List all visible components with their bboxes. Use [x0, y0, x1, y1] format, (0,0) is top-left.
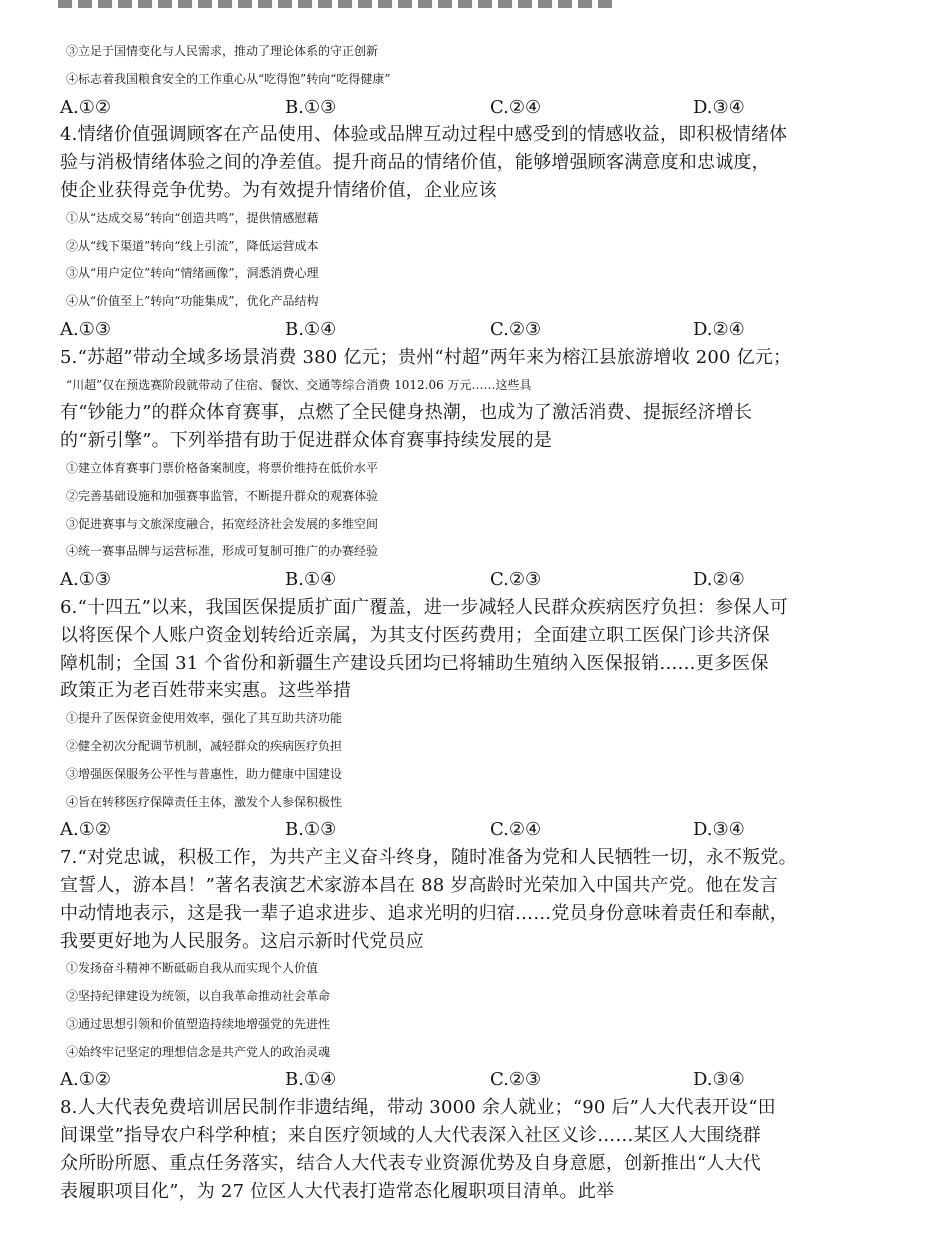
stem-line: 政策正为老百姓带来实惠。这些举措: [60, 680, 352, 702]
choice-d: D.③④: [693, 1069, 745, 1091]
answer-choices: [60, 816, 890, 844]
option-line: ①提升了医保资金使用效率，强化了其互助共济功能: [66, 711, 343, 726]
choice-c: C.②③: [490, 1069, 542, 1091]
choice-a: A.①③: [60, 569, 111, 591]
choice-b: B.①③: [285, 96, 337, 118]
option-line: ④标志着我国粮食安全的工作重心从“吃得饱”转向“吃得健康”: [66, 71, 391, 86]
option-line: ③促进赛事与文旅深度融合，拓宽经济社会发展的多维空间: [66, 516, 379, 531]
stem-line: 7.“对党忠诚，积极工作，为共产主义奋斗终身，随时准备为党和人民牺牲一切，永不叛党。: [60, 847, 797, 869]
stem-line: 宣誓人，游本昌！”著名表演艺术家游本昌在 88 岁高龄时光荣加入中国共产党。他在发言: [60, 874, 778, 896]
stem-line: 表履职项目化”，为 27 位区人大代表打造常态化履职项目清单。此举: [60, 1180, 615, 1202]
stem-line: 使企业获得竞争优势。为有效提升情绪价值，企业应该: [60, 179, 497, 201]
option-line: ②完善基础设施和加强赛事监管，不断提升群众的观赛体验: [66, 488, 379, 503]
choice-b: B.①④: [285, 318, 337, 340]
choice-a: A.①③: [60, 318, 111, 340]
option-line: ②坚持纪律建设为统领，以自我革命推动社会革命: [66, 989, 331, 1004]
option-line: ④旨在转移医疗保障责任主体，激发个人参保积极性: [66, 794, 343, 809]
cropped-top-line: [58, 0, 618, 8]
question-4: [60, 121, 890, 343]
option-line: ③立足于国情变化与人民需求，推动了理论体系的守正创新: [66, 44, 379, 58]
stem-line: 间课堂”指导农户科学种植；来自医疗领域的人大代表深入社区义诊……某区人大围绕群: [60, 1125, 761, 1147]
stem-line: 以将医保个人账户资金划转给近亲属，为其支付医药费用；全面建立职工医保门诊共济保: [60, 624, 770, 646]
stem-line: 8.人大代表免费培训居民制作非遗结绳，带动 3000 余人就业；“90 后”人大代表开设“田: [60, 1097, 776, 1119]
answer-choices: [60, 566, 890, 594]
stem-line: 中动情地表示，这是我一辈子追求进步、追求光明的归宿……党员身份意味着责任和奉献，: [60, 902, 788, 924]
question-5: [60, 344, 890, 594]
choice-b: B.①④: [285, 1069, 337, 1091]
choice-b: B.①③: [285, 819, 337, 841]
question-column: [60, 38, 890, 1205]
stem-line: 6.“十四五”以来，我国医保提质扩面广覆盖，进一步减轻人民群众疾病医疗负担：参保人可: [60, 596, 788, 618]
stem-line: 众所盼所愿、重点任务落实，结合人大代表专业资源优势及自身意愿，创新推出“人大代: [60, 1152, 761, 1174]
stem-line: 障机制；全国 31 个省份和新疆生产建设兵团均已将辅助生殖纳入医保报销……更多医保: [60, 652, 769, 674]
option-line: ①建立体育赛事门票价格备案制度，将票价维持在低价水平: [66, 460, 379, 475]
answer-choices: [60, 1066, 890, 1094]
option-line: ③通过思想引领和价值塑造持续地增强党的先进性: [66, 1016, 331, 1031]
choice-c: C.②④: [490, 96, 542, 118]
choice-d: D.③④: [693, 96, 745, 118]
choice-c: C.②③: [490, 318, 542, 340]
answer-choices: [60, 94, 890, 122]
choice-a: A.①②: [60, 1069, 111, 1091]
choice-d: D.③④: [693, 819, 745, 841]
choice-a: A.①②: [60, 819, 111, 841]
stem-line: 的“新引擎”。下列举措有助于促进群众体育赛事持续发展的是: [60, 430, 553, 452]
choice-a: A.①②: [60, 96, 111, 118]
option-line: ④始终牢记坚定的理想信念是共产党人的政治灵魂: [66, 1044, 331, 1059]
choice-c: C.②④: [490, 819, 542, 841]
option-line: ④从“价值至上”转向“功能集成”，优化产品结构: [66, 294, 319, 309]
option-line: ②健全初次分配调节机制，减轻群众的疾病医疗负担: [66, 738, 343, 753]
option-line: ③增强医保服务公平性与普惠性，助力健康中国建设: [66, 766, 343, 781]
choice-c: C.②③: [490, 569, 542, 591]
option-line: ③从“用户定位”转向“情绪画像”，洞悉消费心理: [66, 266, 319, 281]
stem-line: 5.“苏超”带动全域多场景消费 380 亿元；贵州“村超”两年来为榕江县旅游增收 200 亿元；: [60, 346, 792, 368]
choice-b: B.①④: [285, 569, 337, 591]
stem-line: “川超”仅在预选赛阶段就带动了住宿、餐饮、交通等综合消费 1012.06 万元……这些具: [66, 377, 532, 392]
question-3: [60, 38, 890, 121]
question-7: [60, 844, 890, 1094]
option-line: ①从“达成交易”转向“创造共鸣”，提供情感慰藉: [66, 210, 319, 225]
choice-d: D.②④: [693, 569, 745, 591]
stem-line: 4.情绪价值强调顾客在产品使用、体验或品牌互动过程中感受到的情感收益，即积极情绪体: [60, 124, 788, 146]
option-line: ④统一赛事品牌与运营标准，形成可复制可推广的办赛经验: [66, 544, 379, 559]
question-8: [60, 1094, 890, 1205]
option-line: ②从“线下渠道”转向“线上引流”，降低运营成本: [66, 238, 319, 253]
stem-line: 验与消极情绪体验之间的净差值。提升商品的情绪价值，能够增强顾客满意度和忠诚度，: [60, 152, 770, 174]
stem-line: 我要更好地为人民服务。这启示新时代党员应: [60, 930, 424, 952]
question-6: [60, 594, 890, 844]
option-line: ①发扬奋斗精神不断砥砺自我从而实现个人价值: [66, 961, 319, 976]
answer-choices: [60, 316, 890, 344]
choice-d: D.②④: [693, 318, 745, 340]
stem-line: 有“钞能力”的群众体育赛事，点燃了全民健身热潮，也成为了激活消费、提振经济增长: [60, 402, 753, 424]
